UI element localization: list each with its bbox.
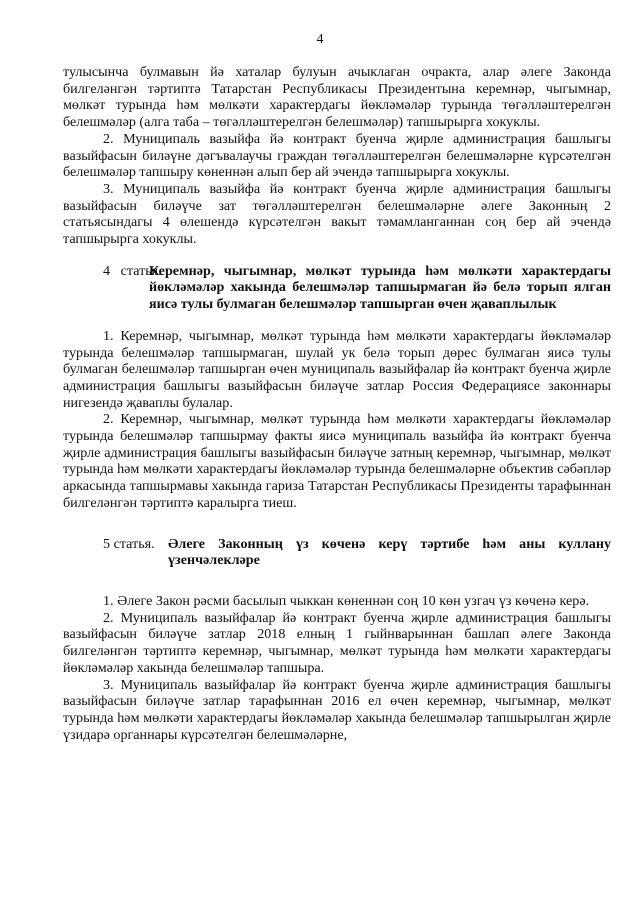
- paragraph: 3. Муниципаль вазыйфалар йә контракт буенча җирле администрация башлыгы вазыйфасын биләүче затлар тарафыннан 2016 ел өчен керемнәр, чыгымнар, мөлкәт турында һәм мөлкәти характердагы йөкләмәләр хакында белешмәләр тапшырылган җирле үзидарә органнары күрсәтелгән белешмәләрне,: [63, 676, 611, 743]
- paragraph: 2. Керемнәр, чыгымнар, мөлкәт турында һәм мөлкәти характердагы йөкләмәләр турында белешмәләр тапшырмау факты яисә муниципаль вазыйфа йә контракт буенча җирле администрация башлыгы вазыйфасын биләүче затның керемнәр, чыгымнар, мөлкәт турында һәм мөлкәти характердагы йөкләмәләр турында белешмәләрне объектив сәбәпләр аркасында тапшырмавы хакында гариза Татарстан Республикасы Президенты тарафыннан билгеләнгән тәртиптә каралырга тиеш.: [63, 411, 611, 511]
- page-number: 4: [316, 32, 324, 47]
- paragraph: 2. Муниципаль вазыйфалар йә контракт буенча җирле администрация башлыгы вазыйфасын биләүче затлар 2018 елның 1 гыйнварыннан башлап әлеге Законда билгеләнгән тәртиптә керемнәр, чыгымнар, мөлкәт турында һәм мөлкәти характердагы йөкләмәләр хакында белешмәләр тапшыра.: [63, 609, 611, 676]
- document-body: [63, 64, 611, 743]
- paragraph: 1. Әлеге Закон рәсми басылып чыккан көненнән соң 10 көн узгач үз көченә керә.: [103, 592, 590, 609]
- paragraph: 2. Муниципаль вазыйфа йә контракт буенча җирле администрация башлыгы вазыйфасын биләүне дәгъвалаучы граждан төгәлләштерелгән белешмәләрне күрсәтелгән белешмәләр тапшыру көненнән алып бер ай эчендә тапшырырга хокуклы.: [63, 130, 611, 181]
- article-title: Керемнәр, чыгымнар, мөлкәт турында һәм мөлкәти характердагы йөкләмәләр хакында белешмәләр тапшырмаган йә белә торып ялган яисә тулы булмаган белешмәләр тапшырган өчен җаваплылык: [149, 262, 611, 313]
- article-number: 5 статья.: [103, 535, 155, 552]
- paragraph: 1. Керемнәр, чыгымнар, мөлкәт турында һәм мөлкәти характердагы йөкләмәләр турында белешмәләр тапшырмаган, шулай ук белә торып дөрес булмаган яисә тулы булмаган белешмәләр тапшырган өчен муниципаль вазыйфалар йә контракт буенча җирле администрация башлыгы вазыйфасын биләүче затлар Россия Федерациясе законнары нигезендә җаваплы булалар.: [63, 327, 611, 411]
- article-title: Әлеге Законның үз көченә керү тәртибе һәм аны куллану үзенчәлекләре: [168, 535, 611, 569]
- article-4-heading: [63, 263, 611, 313]
- paragraph-continuation: тулысынча булмавын йә хаталар булуын ачыклаган очракта, алар әлеге Законда билгеләнгән тәртиптә Татарстан Республикасы Президентына керемнәр, чыгымнар, мөлкәт турында һәм мөлкәти характердагы йөкләмәләр турында төгәлләштерелгән белешмәләр (алга таба – төгәлләштерелгән белешмәләр) тапшырырга хокуклы.: [63, 64, 611, 131]
- article-5-heading: [63, 536, 611, 569]
- article-number: 4 статья.: [103, 262, 162, 279]
- paragraph: 3. Муниципаль вазыйфа йә контракт буенча җирле администрация башлыгы вазыйфасын биләүче зат төгәлләштерелгән белешмәләрне әлеге Законның 2 статьясындагы 4 өлешендә күрсәтелгән вакыт тәмамланганнан соң бер ай эчендә тапшырырга хокуклы.: [63, 180, 611, 248]
